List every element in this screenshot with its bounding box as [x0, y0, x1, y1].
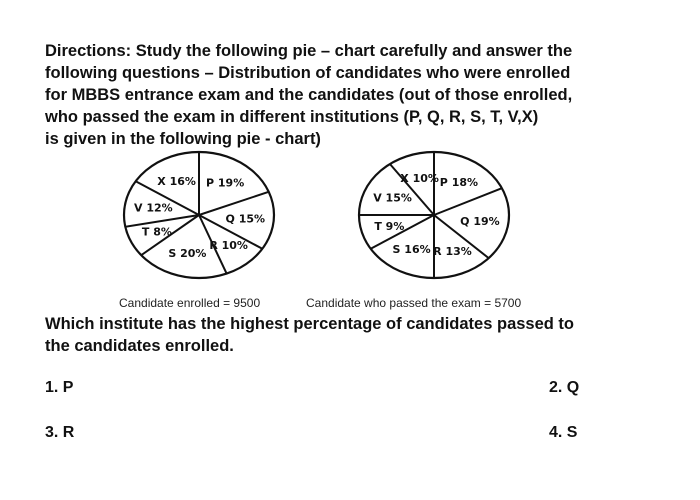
caption-enrolled: Candidate enrolled = 9500 [119, 296, 261, 310]
question-line-2: the candidates enrolled. [45, 337, 234, 355]
pie-slice-label-r: R 10% [209, 239, 248, 253]
pie-slice-label-v: V 12% [133, 201, 173, 215]
pie-slice-label-s: S 16% [392, 243, 431, 257]
pie-slice-label-t: T 8% [141, 225, 172, 239]
option-2[interactable]: 2. Q [549, 379, 580, 396]
option-1[interactable]: 1. P [45, 379, 74, 396]
pie-slice-label-q: Q 15% [225, 212, 266, 226]
directions-line-5: is given in the following pie - chart) [45, 130, 321, 148]
pie-slice-label-t: T 9% [374, 219, 405, 233]
directions-line-2: following questions – Distribution of candidates who were enrolled [45, 64, 571, 82]
pie-slice-label-p: P 18% [439, 176, 479, 190]
pie-chart-passed [359, 152, 509, 278]
question-text [45, 313, 645, 357]
pie-slice-label-x: X 16% [157, 174, 196, 188]
directions-line-4: who passed the exam in different institutions (P, Q, R, S, T, V,X) [45, 108, 539, 126]
directions-text [45, 40, 645, 150]
pie-slice-label-v: V 15% [373, 191, 412, 205]
pie-slice-label-q: Q 19% [460, 215, 500, 229]
pie-charts [120, 148, 520, 288]
pie-slice-label-r: R 13% [433, 244, 472, 258]
directions-line-1: Directions: Study the following pie – chart carefully and answer the [45, 42, 573, 60]
option-4[interactable]: 4. S [549, 424, 578, 441]
option-3[interactable]: 3. R [45, 424, 75, 441]
pie-slice-label-x: X 10% [400, 171, 439, 185]
pie-chart-enrolled [124, 152, 274, 278]
caption-passed: Candidate who passed the exam = 5700 [306, 296, 522, 310]
directions-line-3: for MBBS entrance exam and the candidates (out of those enrolled, [45, 86, 573, 104]
question-line-1: Which institute has the highest percentage of candidates passed to [45, 315, 575, 333]
pie-slice-label-s: S 20% [168, 246, 207, 260]
pie-slice-label-p: P 19% [206, 176, 245, 190]
